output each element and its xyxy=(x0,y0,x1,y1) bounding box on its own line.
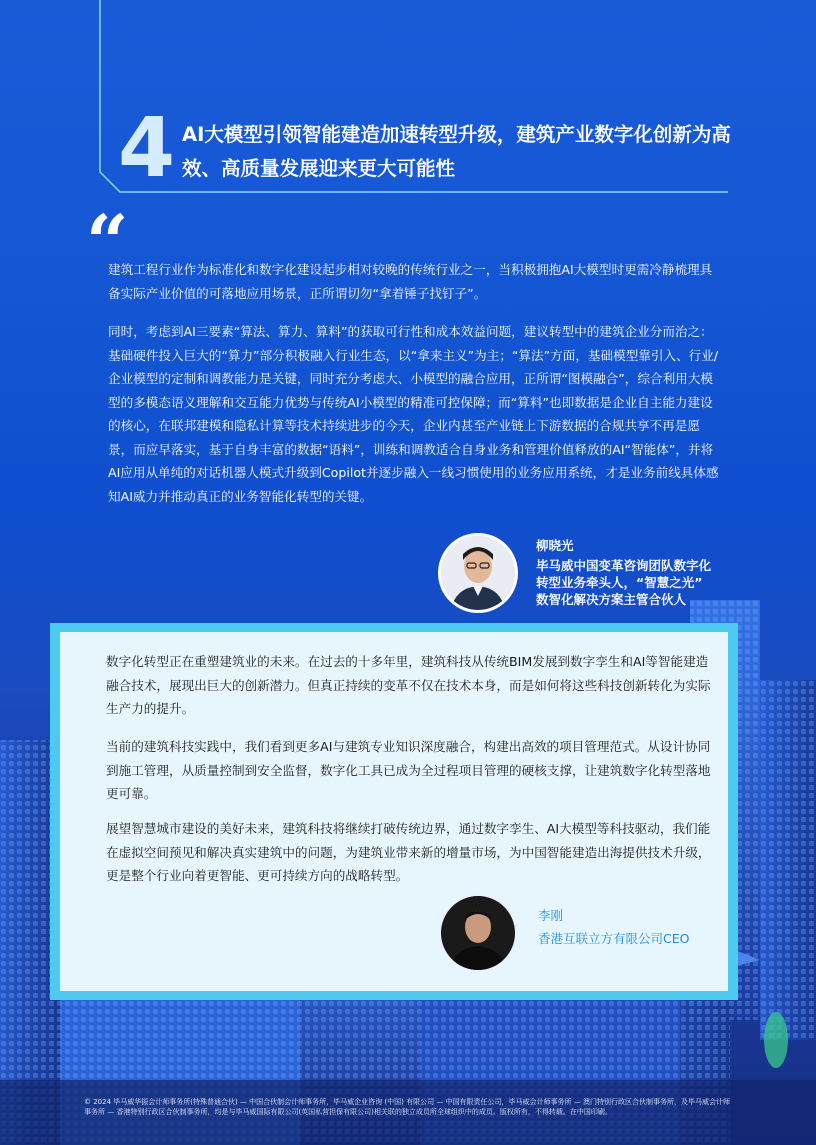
person-1-role-line: 毕马威中国变革咨询团队数字化 xyxy=(536,558,712,573)
copyright-footer: © 2024 毕马威华振会计师事务所(特殊普通合伙) — 中国合伙制会计师事务所，毕马威企业咨询 (中国) 有限公司 — 中国有限责任公司，毕马威会计师事务所 — 澳门特别行政区合伙制事务所，及毕马威会计师事务所 — 香港特别行政区合伙制事务所，均是与毕马威国际有限公司(英国私营担保有限公司)相关联的独立成员所全球组织中的成员。版权所有，不得转载。在中国印刷。 xyxy=(84,1098,730,1116)
card-paragraph-3: 展望智慧城市建设的美好未来，建筑科技将继续打破传统边界，通过数字孪生、AI大模型等科技驱动，我们能在虚拟空间预见和解决真实建筑中的问题，为建筑业带来新的增量市场，为中国智能建造出海提供技术升级，更是整个行业向着更智能、更可持续方向的战略转型。 xyxy=(106,821,711,883)
section-title: AI大模型引领智能建造加速转型升级，建筑产业数字化创新为高效、高质量发展迎来更大可能性 xyxy=(182,123,731,180)
person-1-role xyxy=(536,557,736,608)
body-paragraph-1: 建筑工程行业作为标准化和数字化建设起步相对较晚的传统行业之一，当积极拥抱AI大模型时更需冷静梳理具备实际产业价值的可落地应用场景，正所谓切勿“拿着锤子找钉子”。 xyxy=(108,262,713,301)
card-paragraph-1: 数字化转型正在重塑建筑业的未来。在过去的十多年里，建筑科技从传统BIM发展到数字孪生和AI等智能建造融合技术，展现出巨大的创新潜力。但真正持续的变革不仅在技术本身，而是如何将这些科技创新转化为实际生产力的提升。 xyxy=(106,654,711,716)
person-2-role: 香港互联立方有限公司CEO xyxy=(538,931,690,946)
person-1-name: 柳晓光 xyxy=(536,538,574,553)
person-1-role-line: 数智化解决方案主管合伙人 xyxy=(536,592,687,607)
quote-mark: “ xyxy=(86,200,129,286)
avatar-person-1 xyxy=(438,533,518,613)
card-paragraph-2: 当前的建筑科技实践中，我们看到更多AI与建筑专业知识深度融合，构建出高效的项目管理范式。从设计协同到施工管理，从质量控制到安全监督，数字化工具已成为全过程项目管理的硬核支撑，让建筑数字化转型落地更可靠。 xyxy=(106,739,711,801)
person-1-role-line: 转型业务牵头人，“智慧之光” xyxy=(536,575,703,590)
person-2-name: 李刚 xyxy=(538,908,564,923)
section-number: 4 xyxy=(118,101,176,196)
body-paragraph-2: 同时，考虑到AI三要素“算法、算力、算料”的获取可行性和成本效益问题，建议转型中的建筑企业分而治之：基础硬件投入巨大的“算力”部分积极融入行业生态，以“拿来主义”为主；“算法”方面，基础模型靠引入、行业/企业模型的定制和调教能力是关键，同时充分考虑大、小模型的融合应用，正所谓“图模融合”，综合利用大模型的多模态语义理解和交互能力优势与传统AI小模型的精准可控保障；而“算料”也即数据是企业自主能力建设的核心，在联邦建模和隐私计算等技术持续进步的今天，企业内甚至产业链上下游数据的合规共享不再是愿景，而应早落实，基于自身丰富的数据“语料”，训练和调教适合自身业务和管理价值释放的AI“智能体”，并将AI应用从单纯的对话机器人模式升级到Copilot并逐步融入一线习惯使用的业务应用系统，才是业务前线具体感知AI威力并推动真正的业务智能化转型的关键。 xyxy=(108,324,719,504)
avatar-person-2 xyxy=(438,893,518,973)
